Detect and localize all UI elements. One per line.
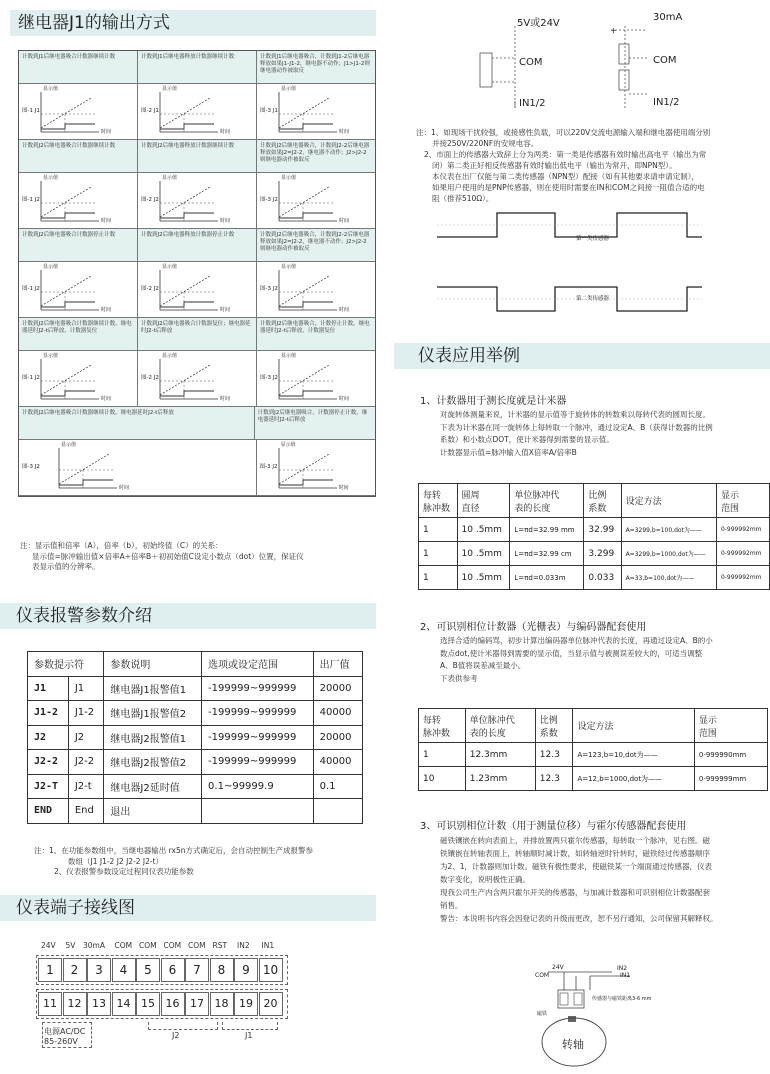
app2-line: 数点dot,使计米器得到需要的显示值，当显示值与被测误差较大的，可适当调整	[440, 648, 703, 658]
relay-fig-xlabel: 时间	[220, 396, 231, 402]
relay-mode-desc: 计数到J2后继电器释放计数器停止计数	[138, 229, 257, 262]
relay-timing-figure	[138, 173, 257, 229]
alarm-cell: 退出	[104, 799, 202, 824]
relay-fig-row	[19, 173, 375, 229]
table-header: 每转 脉冲数	[419, 484, 458, 518]
terminal-3: 3	[87, 958, 111, 982]
alarm-note	[34, 846, 374, 878]
relay-fig-xlabel: 时间	[339, 396, 350, 402]
terminal-20: 20	[259, 992, 283, 1016]
relay-fig-ylabel: 显示值	[281, 86, 297, 92]
hall-shaft-label: 转轴	[562, 1038, 584, 1051]
meter-table	[418, 483, 770, 590]
relay-mode-desc: 计数到J2后继电器吸合计数器复位；继电器延时J2-t后释放	[138, 318, 257, 351]
relay-j1-label: J1	[245, 1031, 253, 1040]
relay-note	[20, 541, 380, 573]
relay-fig-label: 图-1 J2	[22, 375, 40, 381]
hall-gap-label: 传感器与磁铁距离3-6 mm	[592, 996, 652, 1002]
relay-fig-ylabel: 显示值	[162, 175, 178, 181]
table-cell: 3.299	[584, 542, 621, 566]
wiring-com1: COM	[519, 57, 543, 68]
table-cell: 10 .5mm	[457, 542, 510, 566]
table-header: 显示 范围	[694, 709, 767, 743]
table-cell: 1.23mm	[465, 767, 535, 791]
terminal-14: 14	[112, 992, 136, 1016]
table-header: 显示 范围	[716, 484, 769, 518]
table-header: 比例 系数	[584, 484, 621, 518]
wiring-in2: IN1/2	[653, 97, 680, 108]
table-header: 圆周 直径	[457, 484, 510, 518]
alarm-row	[28, 725, 363, 750]
alarm-cell: J2-t	[68, 774, 104, 799]
relay-mode-desc: 计数到J1后继电器吸合计数器继续计数	[19, 51, 138, 84]
relay-timing-figure	[19, 351, 138, 407]
app1-line: 系数）和小数点DOT，使计米器得到需要的显示值。	[440, 435, 614, 444]
relay-fig-xlabel: 时间	[339, 129, 350, 135]
app3-line: 警告：本说明书内容会因登记表的升级而更改，恕不另行通知，公司保留其解释权。	[440, 914, 718, 923]
relay-fig-xlabel: 时间	[101, 307, 112, 313]
relay-text-row	[19, 407, 375, 440]
relay-fig-label: 图-3 J2	[259, 464, 278, 470]
alarm-cell: 0.1~99999.9	[202, 774, 314, 799]
relay-j2-bracket	[148, 1022, 218, 1030]
alarm-cell: 40000	[313, 750, 362, 775]
relay-text-row	[19, 140, 375, 173]
relay-fig-ylabel: 显示值	[43, 353, 59, 359]
alarm-cell: 继电器J2延时值	[104, 774, 202, 799]
relay-mode-desc: 计数到J2后继电器吸合计数器继续计数，继电器延时J2-t后释放	[19, 407, 255, 440]
relay-fig-label: 图-3 J2	[22, 464, 40, 470]
terminal-10: 10	[259, 958, 283, 982]
wave1-label: 第一类传感器	[576, 236, 610, 242]
relay-j1-bracket	[222, 1022, 278, 1030]
terminal-title: 仪表端子接线图	[0, 895, 376, 921]
alarm-row	[28, 750, 363, 775]
table-header: 比例 系数	[535, 709, 573, 743]
table-cell: 0-999992mm	[716, 542, 769, 566]
wave2-label: 第二类传感器	[576, 296, 610, 302]
hall-in2-label: IN2	[617, 965, 628, 972]
alarm-cell: -199999~999999	[202, 750, 314, 775]
relay-timing-figure	[257, 262, 375, 318]
wiring-note-line: 2、市面上的传感器大致辞上分为两类：第一类是传感器有效时输出高电平（输出为常	[424, 150, 707, 159]
alarm-cell: 0.1	[313, 774, 362, 799]
alarm-note-line: 数组（J1 J1-2 J2 J2-2 J2-t）	[68, 856, 164, 866]
relay-mode-desc: 计数到J2后继电器释放计数器继续计数	[138, 140, 257, 173]
terminal-19: 19	[234, 992, 258, 1016]
alarm-note-line: 2、仪表报警参数设定过程同仪表功能参数	[54, 867, 194, 876]
terminal-1: 1	[38, 958, 62, 982]
alarm-cell: J2-T	[28, 774, 69, 799]
app3-line: 销售。	[440, 901, 463, 910]
terminal-8: 8	[210, 958, 234, 982]
relay-timing-figure	[138, 84, 257, 140]
app3-line: 铁镶嵌在转轴表面上，转轴顺时减计数，如转轴逆时针转时，磁铁经过传感器顺序	[440, 849, 710, 858]
relay-output-grid	[18, 50, 376, 497]
terminal-top-label: COM	[114, 941, 133, 950]
alarm-row	[28, 676, 363, 701]
table-cell: 1	[419, 566, 458, 590]
alarm-cell: J1	[28, 676, 69, 701]
alarm-header: 参数说明	[104, 652, 202, 677]
terminal-top-label: RST	[212, 941, 228, 950]
alarm-cell: J1-2	[28, 701, 69, 726]
table-header: 单位脉冲代 表的长度	[510, 484, 584, 518]
alarm-cell: J2-2	[68, 750, 104, 775]
app3-text	[440, 834, 770, 925]
relay-fig-ylabel: 显示值	[43, 175, 59, 181]
table-header: 设定方法	[573, 709, 694, 743]
table-cell: A=12,b=1000,dot为——	[573, 767, 694, 791]
terminal-top-label: 30mA	[83, 941, 105, 950]
table-cell: L=πd=32.99 cm	[510, 542, 584, 566]
relay-fig-row	[19, 84, 375, 140]
alarm-cell: 继电器J2报警值1	[104, 725, 202, 750]
alarm-cell: J2	[68, 725, 104, 750]
app3-line: 现我公司生产内含两只霍尔开关的传感器，与加减计数器和可识别相位计数器配套	[440, 888, 710, 897]
wiring-in1: IN1/2	[519, 98, 546, 109]
table-cell: A=3299,b=100,dot为——	[621, 518, 716, 542]
table-cell: 1	[419, 743, 466, 767]
relay-mode-desc: 计数到J2后继电器吸合，计数到J2-2后继电器释放如果J2=J2-2，继电器不动作；J2>J2-2则继电器动作被取反	[257, 229, 375, 262]
table-cell: A=123,b=10,dot为——	[573, 743, 694, 767]
alarm-cell: J2-2	[28, 750, 69, 775]
wiring-note-line: 闭）第二类正好相反传感器有效时输出低电平（输出为常开，即NPN型）。	[432, 161, 677, 170]
app2-line: A、B值将误差减至最小。	[440, 661, 526, 670]
table-cell: 0-999990mm	[694, 743, 767, 767]
relay-note-line: 表显示值的分辨率。	[32, 562, 100, 571]
table-header: 单位脉冲代 表的长度	[465, 709, 535, 743]
alarm-cell: 20000	[313, 676, 362, 701]
relay-mode-desc: 计数到J2后继电器吸合计数器停止计数	[19, 229, 138, 262]
wiring-note-line: 注：1、如现场干扰较强，或接感性负载，可以220V交流电源输入端和继电器使用端分别	[416, 128, 711, 137]
alarm-row	[28, 774, 363, 799]
relay-fig-xlabel: 时间	[101, 129, 112, 135]
alarm-title: 仪表报警参数介绍	[0, 603, 376, 629]
terminal-top-label: IN1	[261, 941, 275, 950]
relay-fig-ylabel: 显示值	[162, 264, 178, 270]
relay-fig-label: 图-2 J1	[141, 108, 159, 114]
table-cell: 1	[419, 542, 458, 566]
table-cell: 10 .5mm	[457, 518, 510, 542]
relay-mode-desc: 计数到J2后继电器吸合，计数到J2-2后继电器释放如果J2=J2-2，继电器不动作；J2>J2-2则继电器动作被取反	[257, 140, 375, 173]
alarm-cell: -199999~999999	[202, 701, 314, 726]
relay-text-row	[19, 51, 375, 84]
relay-fig-ylabel: 显示值	[281, 264, 297, 270]
table-cell: 0.033	[584, 566, 621, 590]
relay-note-line: 显示值=脉冲输出值×倍率A÷倍率B＋初初始值C设定小数点（dot）位置，保证仪	[32, 551, 304, 561]
table-cell: 0-999992mm	[716, 566, 769, 590]
terminal-2: 2	[63, 958, 87, 982]
relay-fig-label: 图-2 J2	[141, 375, 159, 381]
relay-fig-label: 图-1 J1	[22, 108, 40, 114]
relay-fig-ylabel: 显示值	[162, 86, 178, 92]
relay-fig-label: 图-1 J2	[22, 197, 40, 203]
alarm-cell: 继电器J1报警值1	[104, 676, 202, 701]
wiring-plus: +	[610, 26, 617, 35]
relay-fig-xlabel: 时间	[220, 218, 231, 224]
alarm-param-table	[27, 651, 363, 824]
app3-line: 为2、1，计数器则加计数。磁铁有极性要求，使磁铁某一个端面通过传感器，仪表	[440, 862, 713, 871]
apps-title: 仪表应用举例	[394, 343, 770, 369]
app1-heading: 1、计数器用于测长度就是计米器	[420, 396, 567, 407]
table-cell: 12.3	[535, 743, 573, 767]
terminal-13: 13	[87, 992, 111, 1016]
relay-fig-ylabel: 显示值	[162, 353, 178, 359]
table-row	[419, 743, 768, 767]
table-cell: 10 .5mm	[457, 566, 510, 590]
table-row	[419, 566, 770, 590]
relay-timing-figure	[138, 351, 257, 407]
alarm-header: 参数提示符	[28, 652, 104, 677]
alarm-note-line: 注：1、在功能参数组中，当继电器输出 rx5n方式确定后，会自动控制生产成报警参	[34, 846, 313, 855]
relay-j1-title: 继电器J1的输出方式	[10, 10, 376, 36]
alarm-cell: J1-2	[68, 701, 104, 726]
relay-fig-xlabel: 时间	[101, 218, 112, 224]
relay-fig-label: 图-3 J1	[260, 108, 278, 114]
wiring-note-line: 并接250V/220NF的安规电容。	[432, 139, 539, 148]
relay-timing-figure	[138, 262, 257, 318]
relay-mode-desc: 计数到J1后继电器吸合，计数到J1-2后继电器释放如果J1-J1-2，继电器不动作；J1>J1-2则继电器动作被取反	[257, 51, 375, 84]
terminal-16: 16	[161, 992, 185, 1016]
terminal-7: 7	[185, 958, 209, 982]
alarm-cell: 继电器J1报警值2	[104, 701, 202, 726]
app2-line: 下表供参考	[440, 673, 478, 683]
wiring-note-line: 如果用户使用的是PNP传感器，则在使用时需要在IN和COM之间接一阻值合适的电	[432, 183, 705, 192]
alarm-cell: J1	[68, 676, 104, 701]
table-cell: 12.3	[535, 767, 573, 791]
relay-fig-ylabel: 显示值	[61, 442, 77, 448]
relay-fig-label: 图-1 J2	[22, 286, 40, 292]
app2-heading: 2、可识别相位计数器（光栅表）与编码器配套使用	[420, 622, 647, 633]
alarm-cell: 40000	[313, 701, 362, 726]
table-cell: A=33,b=100,dot为——	[621, 566, 716, 590]
relay-j2-label: J2	[172, 1031, 180, 1040]
relay-fig-row	[19, 440, 375, 496]
terminal-17: 17	[185, 992, 209, 1016]
relay-mode-desc: 计数到J1后继电器释放计数器继续计数	[138, 51, 257, 84]
alarm-cell: -199999~999999	[202, 676, 314, 701]
relay-timing-figure	[19, 440, 257, 496]
app1-line: 下表为计米器在同一旋转体上每转取一个脉冲，通过设定A、B（获得计数器的比例	[440, 422, 713, 432]
alarm-header: 选项或设定范围	[202, 652, 314, 677]
relay-fig-xlabel: 时间	[101, 396, 112, 402]
relay-fig-ylabel: 显示值	[281, 175, 297, 181]
app1-line: 计数器显示值=脉冲输入值X倍率A/倍率B	[440, 447, 577, 457]
hall-magnet-label: 磁铁	[537, 1011, 548, 1017]
relay-timing-svg	[19, 440, 257, 496]
terminal-top-label: 24V	[41, 941, 56, 950]
alarm-cell: -199999~999999	[202, 725, 314, 750]
relay-fig-label: 图-3 J2	[260, 197, 278, 203]
relay-timing-figure	[257, 173, 375, 229]
alarm-cell	[313, 799, 362, 824]
terminal-9: 9	[234, 958, 258, 982]
relay-timing-figure	[19, 84, 138, 140]
relay-timing-figure	[257, 440, 375, 496]
alarm-row	[28, 799, 363, 824]
relay-fig-xlabel: 时间	[220, 129, 231, 135]
wiring-v2: 30mA	[653, 12, 683, 23]
relay-fig-label: 图-2 J2	[141, 197, 159, 203]
meter-header-row	[419, 484, 770, 518]
relay-fig-ylabel: 显示值	[43, 86, 59, 92]
terminal-6: 6	[161, 958, 185, 982]
app3-heading: 3、可识别相位计数（用于测量位移）与霍尔传感器配套使用	[420, 821, 687, 832]
terminal-top-label: 5V	[65, 941, 76, 950]
relay-fig-row	[19, 262, 375, 318]
table-cell: 32.99	[584, 518, 621, 542]
terminal-top-label: COM	[163, 941, 182, 950]
terminal-18: 18	[210, 992, 234, 1016]
relay-timing-figure	[19, 173, 138, 229]
relay-text-row	[19, 229, 375, 262]
hall-in1-label: IN1	[620, 972, 631, 979]
relay-fig-label: 图-3 J2	[260, 375, 278, 381]
alarm-cell: 继电器J2报警值2	[104, 750, 202, 775]
relay-timing-figure	[19, 262, 138, 318]
terminal-12: 12	[63, 992, 87, 1016]
relay-fig-xlabel: 时间	[119, 485, 130, 491]
wiring-notes	[416, 127, 766, 204]
hall-24v-label: 24V	[552, 964, 564, 971]
table-cell: L=πd=32.99 mm	[510, 518, 584, 542]
relay-mode-desc: 计数到J2后继电器吸合，计数停止计数，继电器延时J2-t后释放，计数器复位	[257, 318, 375, 351]
terminal-5: 5	[136, 958, 160, 982]
relay-fig-xlabel: 时间	[220, 307, 231, 313]
relay-fig-label: 图-3 J2	[260, 286, 278, 292]
wiring-note-line: 阻（推荐510Ω）。	[432, 194, 494, 203]
terminal-4: 4	[112, 958, 136, 982]
table-cell: 10	[419, 767, 466, 791]
table-row	[419, 518, 770, 542]
wiring-v1: 5V或24V	[517, 18, 560, 29]
app3-line: 磁铁镶嵌在转向表面上，并排放置两只霍尔传感器，每转取一个脉冲，见右图。磁	[440, 836, 710, 845]
table-cell: 0-999992mm	[716, 518, 769, 542]
alarm-row	[28, 701, 363, 726]
table-cell: L=πd=0.033m	[510, 566, 584, 590]
table-cell: 0-999999mm	[694, 767, 767, 791]
relay-text-row	[19, 318, 375, 351]
alarm-cell: End	[68, 799, 104, 824]
terminal-11: 11	[38, 992, 62, 1016]
power-label-box	[42, 1022, 92, 1048]
terminal-top-label: COM	[188, 941, 206, 950]
terminal-top-label: COM	[139, 941, 157, 950]
relay-fig-ylabel: 显示值	[43, 264, 59, 270]
relay-mode-desc: 计数到J2后继电器吸合计数器继续计数	[19, 140, 138, 173]
app1-text	[440, 409, 770, 459]
relay-fig-xlabel: 时间	[338, 485, 349, 491]
table-cell: A=3299,b=1000,dot为——	[621, 542, 716, 566]
relay-timing-figure	[257, 351, 375, 407]
table-cell: 1	[419, 518, 458, 542]
table-row	[419, 767, 768, 791]
alarm-header: 出厂值	[313, 652, 362, 677]
table-header: 设定方法	[621, 484, 716, 518]
app3-line: 数字变化，说明极性正确。	[440, 875, 530, 884]
table-header: 每转 脉冲数	[419, 709, 466, 743]
alarm-cell: J2	[28, 725, 69, 750]
alarm-cell: 20000	[313, 725, 362, 750]
relay-timing-figure	[257, 84, 375, 140]
terminal-15: 15	[136, 992, 160, 1016]
relay-fig-label: 图-2 J2	[141, 286, 159, 292]
power-label: 电源AC/DC	[44, 1027, 86, 1036]
table-cell: 12.3mm	[465, 743, 535, 767]
relay-mode-desc: 计数到J2后继电器吸合计数器继续计数，继电器延时J2-t后释放，计数器复位	[19, 318, 138, 351]
wiring-com2: COM	[653, 55, 677, 66]
power-voltage-label: 85-260V	[44, 1037, 78, 1046]
alarm-cell: END	[28, 799, 69, 824]
app2-line: 选择合适的编码骂，初步计算出编码器单位脉冲代表的长度，再通过设定A、B的小	[440, 636, 713, 645]
terminal-top-label: IN2	[237, 941, 250, 950]
relay-fig-row	[19, 351, 375, 407]
relay-fig-ylabel: 显示值	[281, 353, 297, 359]
encoder-table	[418, 708, 768, 791]
alarm-header-row	[28, 652, 363, 677]
app1-line: 对旋转体测量来说，计米器的显示值等于旋转体的转数乘以每转代表的圆周长度。	[440, 410, 710, 419]
sensor-waveform	[437, 205, 707, 315]
hall-com-label: COM	[535, 972, 550, 979]
app2-text	[440, 635, 770, 685]
wiring-note-line: 本仪表在出厂仅能与第二类传感器（NPN型）配接（如有其他要求请申请定制），	[432, 172, 699, 181]
encoder-header-row	[419, 709, 768, 743]
alarm-cell	[202, 799, 314, 824]
relay-fig-xlabel: 时间	[339, 307, 350, 313]
relay-mode-desc: 计数到J2后继电器吸合，计数器停止计数，继电器延时J2-t后释放	[255, 407, 375, 440]
table-row	[419, 542, 770, 566]
relay-fig-ylabel: 显示值	[280, 442, 296, 448]
relay-fig-xlabel: 时间	[339, 218, 350, 224]
relay-note-line: 注：显示值和倍率（A），倍率（b），初始终值（C）的关系：	[20, 541, 223, 550]
